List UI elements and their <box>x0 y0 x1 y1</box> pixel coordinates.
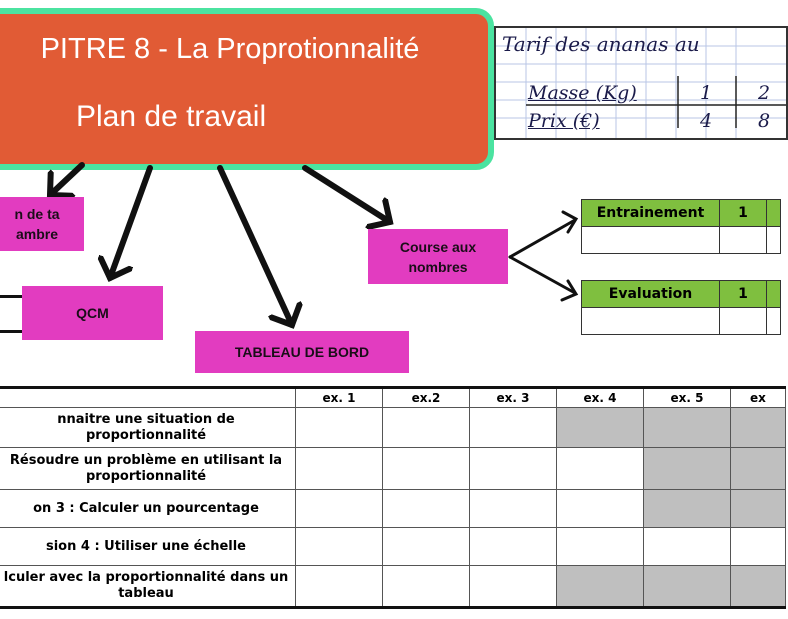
grid-cell-ex2[interactable] <box>383 528 470 566</box>
arrow-to-entrainement <box>510 220 575 257</box>
evaluation-cell[interactable] <box>582 308 720 335</box>
grid-cell-ex6 <box>731 408 786 448</box>
grid-cell-ex1[interactable] <box>296 448 383 490</box>
arrow-to-chambre <box>50 165 82 195</box>
grid-cell-ex5 <box>644 408 731 448</box>
grid-cell-ex1[interactable] <box>296 408 383 448</box>
arrow-to-evaluation <box>510 257 575 293</box>
grid-cell-ex6 <box>731 448 786 490</box>
evaluation-label: Evaluation <box>582 281 720 308</box>
grid-header-ex4: ex. 4 <box>557 388 644 408</box>
arrow-to-tableau <box>220 168 292 325</box>
grid-cell-ex1[interactable] <box>296 490 383 528</box>
grid-cell-ex6 <box>731 566 786 608</box>
grid-cell-ex6[interactable] <box>731 528 786 566</box>
grid-cell-ex3[interactable] <box>470 566 557 608</box>
tarif-row2-value-1: 4 <box>700 110 713 132</box>
grid-cell-ex4 <box>557 408 644 448</box>
grid-cell-ex5 <box>644 566 731 608</box>
grid-cell-ex5 <box>644 448 731 490</box>
grid-row <box>0 528 786 566</box>
grid-cell-ex3[interactable] <box>470 408 557 448</box>
grid-header-ex2: ex.2 <box>383 388 470 408</box>
grid-cell-ex2[interactable] <box>383 490 470 528</box>
skill-label: on 3 : Calculer un pourcentage <box>0 490 296 528</box>
grid-cell-ex4[interactable] <box>557 490 644 528</box>
grid-header-ex5: ex. 5 <box>644 388 731 408</box>
tarif-row2-value-2: 8 <box>758 110 771 132</box>
grid-cell-ex4 <box>557 566 644 608</box>
grid-header-ex6: ex <box>731 388 786 408</box>
entrainement-cell[interactable] <box>720 227 767 254</box>
tableau-box[interactable]: TABLEAU DE BORD <box>195 331 409 373</box>
entrainement-cell[interactable] <box>582 227 720 254</box>
grid-cell-ex5 <box>644 490 731 528</box>
grid-cell-ex4[interactable] <box>557 448 644 490</box>
tarif-row1-label: Masse (Kg) <box>528 82 637 104</box>
grid-cell-ex6 <box>731 490 786 528</box>
entrainement-cell[interactable] <box>767 227 781 254</box>
qcm-box[interactable]: QCM <box>22 286 163 340</box>
grid-cell-ex2[interactable] <box>383 566 470 608</box>
tarif-heading: Tarif des ananas au <box>502 32 700 56</box>
grid-cell-ex3[interactable] <box>470 448 557 490</box>
skill-label: lculer avec la proportionnalité dans un tableau <box>0 566 296 608</box>
arrow-to-qcm <box>110 168 150 278</box>
entrainement-col2 <box>767 200 781 227</box>
evaluation-cell[interactable] <box>767 308 781 335</box>
grid-row <box>0 408 786 448</box>
evaluation-cell[interactable] <box>720 308 767 335</box>
grid-row <box>0 448 786 490</box>
grid-row <box>0 566 786 608</box>
tarif-row1-value-1: 1 <box>700 82 713 104</box>
course-box[interactable]: Course aux nombres <box>368 229 508 284</box>
grid-header-ex3: ex. 3 <box>470 388 557 408</box>
arrow-to-course <box>305 168 390 222</box>
grid-cell-ex3[interactable] <box>470 528 557 566</box>
skill-label: nnaitre une situation de proportionnalité <box>0 408 296 448</box>
grid-cell-ex2[interactable] <box>383 408 470 448</box>
grid-cell-ex1[interactable] <box>296 566 383 608</box>
skill-label: sion 4 : Utiliser une échelle <box>0 528 296 566</box>
entrainement-label: Entrainement <box>582 200 720 227</box>
grid-header-blank <box>0 388 296 408</box>
grid-cell-ex3[interactable] <box>470 490 557 528</box>
entrainement-col1: 1 <box>720 200 767 227</box>
evaluation-col1: 1 <box>720 281 767 308</box>
evaluation-table <box>581 280 781 335</box>
skills-grid <box>0 386 786 609</box>
grid-cell-ex2[interactable] <box>383 448 470 490</box>
grid-cell-ex5[interactable] <box>644 528 731 566</box>
skill-label: Résoudre un problème en utilisant la proportionnalité <box>0 448 296 490</box>
grid-header-ex1: ex. 1 <box>296 388 383 408</box>
evaluation-col2 <box>767 281 781 308</box>
tarif-row1-value-2: 2 <box>758 82 771 104</box>
entrainement-table <box>581 199 781 254</box>
grid-cell-ex4[interactable] <box>557 528 644 566</box>
chambre-box[interactable]: n de ta ambre <box>0 197 84 251</box>
grid-row <box>0 490 786 528</box>
page-title: PITRE 8 - La Proprotionnalité <box>40 33 420 65</box>
grid-cell-ex1[interactable] <box>296 528 383 566</box>
tarif-row2-label: Prix (€) <box>528 110 600 132</box>
page-subtitle: Plan de travail <box>76 100 267 133</box>
